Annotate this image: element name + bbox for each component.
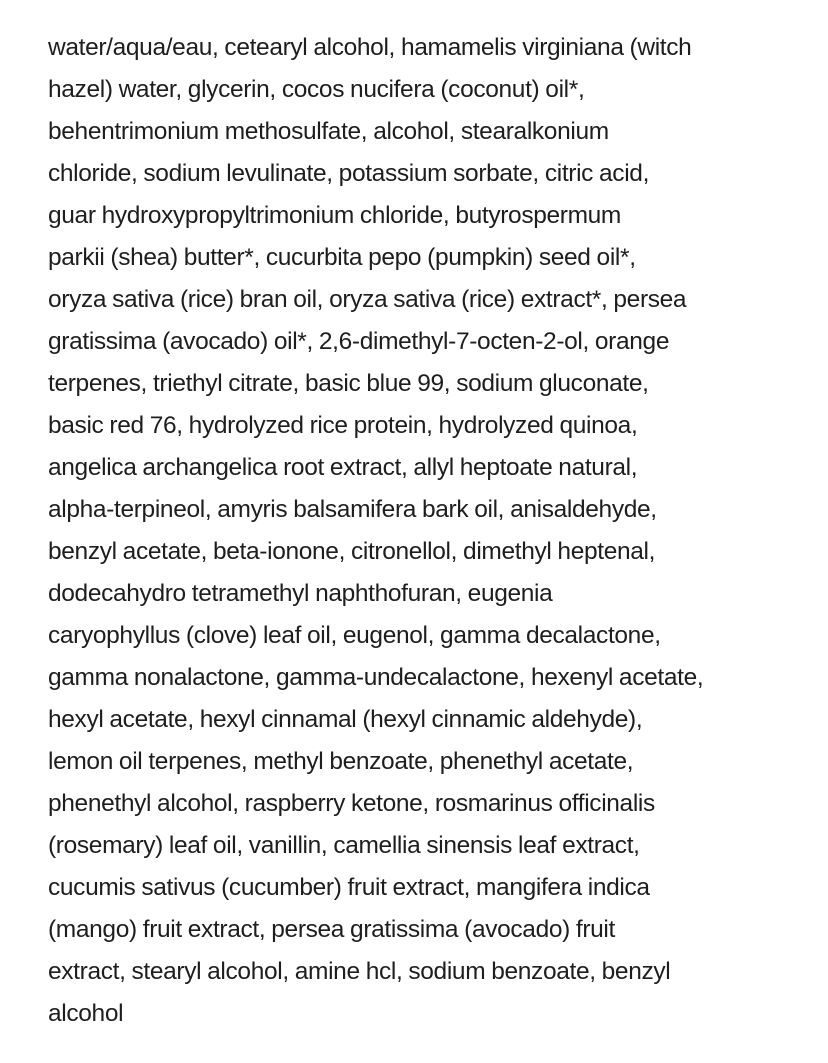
ingredients-line: hazel) water, glycerin, cocos nucifera (coconut) oil*, [48, 76, 585, 103]
ingredients-line: (rosemary) leaf oil, vanillin, camellia sinensis leaf extract, [48, 832, 640, 859]
ingredients-line: angelica archangelica root extract, allyl heptoate natural, [48, 454, 638, 481]
ingredients-line: gamma nonalactone, gamma-undecalactone, hexenyl acetate, [48, 664, 704, 691]
ingredients-line: cucumis sativus (cucumber) fruit extract, mangifera indica [48, 874, 650, 901]
ingredients-line: guar hydroxypropyltrimonium chloride, butyrospermum [48, 202, 621, 229]
ingredients-line: caryophyllus (clove) leaf oil, eugenol, gamma decalactone, [48, 622, 661, 649]
ingredients-line: extract, stearyl alcohol, amine hcl, sodium benzoate, benzyl [48, 958, 671, 985]
ingredients-line: hexyl acetate, hexyl cinnamal (hexyl cinnamic aldehyde), [48, 706, 643, 733]
ingredients-line: chloride, sodium levulinate, potassium sorbate, citric acid, [48, 160, 650, 187]
ingredients-line: lemon oil terpenes, methyl benzoate, phenethyl acetate, [48, 748, 634, 775]
ingredients-line: terpenes, triethyl citrate, basic blue 99, sodium gluconate, [48, 370, 649, 397]
ingredients-line: alpha-terpineol, amyris balsamifera bark oil, anisaldehyde, [48, 496, 657, 523]
ingredients-line: dodecahydro tetramethyl naphthofuran, eugenia [48, 580, 553, 607]
ingredients-line: oryza sativa (rice) bran oil, oryza sativa (rice) extract*, persea [48, 286, 687, 313]
ingredients-line: alcohol [48, 1000, 124, 1027]
ingredients-line: basic red 76, hydrolyzed rice protein, hydrolyzed quinoa, [48, 412, 638, 439]
ingredients-line: (mango) fruit extract, persea gratissima (avocado) fruit [48, 916, 615, 943]
ingredients-list [48, 27, 703, 1035]
ingredients-line: phenethyl alcohol, raspberry ketone, rosmarinus officinalis [48, 790, 655, 817]
ingredients-line: water/aqua/eau, cetearyl alcohol, hamamelis virginiana (witch [48, 34, 692, 61]
ingredients-line: gratissima (avocado) oil*, 2,6-dimethyl-7-octen-2-ol, orange [48, 328, 670, 355]
ingredients-line: parkii (shea) butter*, cucurbita pepo (pumpkin) seed oil*, [48, 244, 636, 271]
ingredients-line: benzyl acetate, beta-ionone, citronellol, dimethyl heptenal, [48, 538, 656, 565]
ingredients-line: behentrimonium methosulfate, alcohol, stearalkonium [48, 118, 609, 145]
